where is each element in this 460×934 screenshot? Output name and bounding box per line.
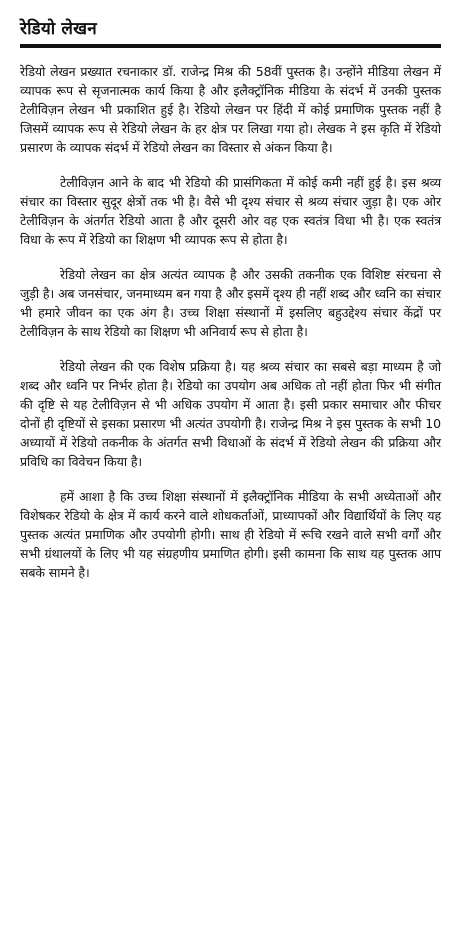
- description-body: [20, 62, 441, 598]
- paragraph-scope: रेडियो लेखन का क्षेत्र अत्यंत व्यापक है और उसकी तकनीक एक विशिष्ट संरचना से जुड़ी है। अब जनसंचार, जनमाध्यम बन गया है और इसमें दृश्य ही नहीं शब्द और ध्वनि का संचार भी हमारे जीवन का एक अंग है। उच्च शिक्षा संस्थानों में इसलिए बहुउद्देश्य संचार केंद्रों पर टेलीविज़न के साथ रेडियो का शिक्षण भी अनिवार्य रूप से होता है।: [20, 267, 441, 339]
- page-title: रेडियो लेखन: [20, 19, 97, 39]
- title-underline: [20, 44, 441, 48]
- paragraph-intro: रेडियो लेखन प्रख्यात रचनाकार डॉ. राजेन्द्र मिश्र की 58वीं पुस्तक है। उन्होंने मीडिया लेखन में व्यापक रूप से सृजनात्मक कार्य किया है और इलैक्ट्रॉनिक मीडिया के संदर्भ में उनकी पुस्तक टेलीविज़न लेखन भी प्रकाशित हुई है। रेडियो लेखन पर हिंदी में कोई प्रमाणिक पुस्तक नहीं है जिसमें व्यापक रूप से रेडियो लेखन के हर क्षेत्र पर लिखा गया हो। लेखक ने इस कृति में रेडियो प्रसारण के व्यापक संदर्भ में रेडियो लेखन का विस्तार से अंकन किया है।: [20, 64, 441, 155]
- paragraph-closing: हमें आशा है कि उच्च शिक्षा संस्थानों में इलैक्ट्रॉनिक मीडिया के सभी अध्येताओं और विशेषकर रेडियो के क्षेत्र में कार्य करने वाले शोधकर्ताओं, प्राध्यापकों और विद्यार्थियों के लिए यह पुस्तक अत्यंत प्रमाणिक और उपयोगी होगी। साथ ही रेडियो में रूचि रखने वाले सभी वर्गों और सभी ग्रंथालयों के लिए भी यह संग्रहणीय प्रमाणित होगी। इसी कामना कि साथ यह पुस्तक आप सबके सामने है।: [20, 489, 441, 580]
- paragraph-process: रेडियो लेखन की एक विशेष प्रक्रिया है। यह श्रव्य संचार का सबसे बड़ा माध्यम है जो शब्द और ध्वनि पर निर्भर होता है। रेडियो का उपयोग अब अधिक तो नहीं होता फिर भी संगीत की दृष्टि से यह टेलीविज़न से भी अधिक उपयोग में आता है। इसी प्रकार समाचार और फीचर दोनों ही दृष्टियों से इसका प्रसारण भी अत्यंत उपयोगी है। राजेन्द्र मिश्र ने इस पुस्तक के सभी 10 अध्यायों में रेडियो तकनीक के अंतर्गत सभी विधाओं के संदर्भ में रेडियो लेखन की प्रक्रिया और प्रविधि का विवेचन किया है।: [20, 359, 441, 469]
- paragraph-relevance: टेलीविज़न आने के बाद भी रेडियो की प्रासंगिकता में कोई कमी नहीं हुई है। इस श्रव्य संचार का विस्तार सुदूर क्षेत्रों तक भी है। वैसे भी दृश्य संचार से श्रव्य संचार जुड़ा है। एक ओर टेलीविज़न के अंतर्गत रेडियो आता है और दूसरी ओर वह एक स्वतंत्र विधा भी है। एक स्वतंत्र विधा के रूप में रेडियो का शिक्षण भी व्यापक रूप से होता है।: [20, 175, 441, 247]
